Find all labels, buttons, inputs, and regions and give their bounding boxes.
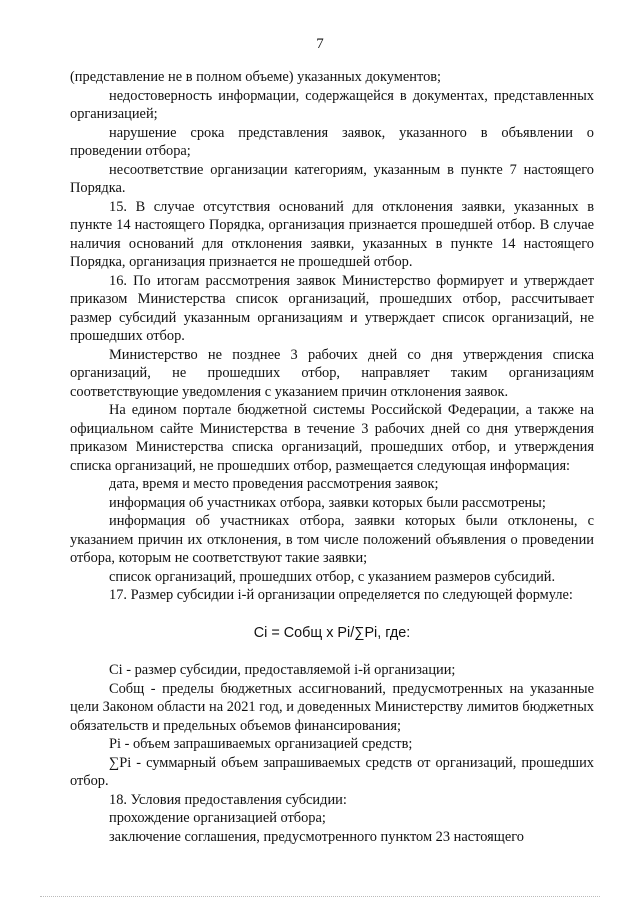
paragraph-unreliable-info: недостоверность информации, содержащейся в документах, представленных организацией; [70,87,594,122]
definition-pi: Pi - объем запрашиваемых организацией средств; [109,736,413,752]
subsidy-formula: Ci = Cобщ x Pi/∑Pi, где: [253,624,411,641]
paragraph-publication: На едином портале бюджетной системы Российской Федерации, а также на официальном сайте Министерства в течение 3 рабочих дней со дня утверждения приказом Министерства списка организаций, прошедших отбор, и утверждения списка организаций, не прошедших отбор, размещается следующая информация: [70,402,594,474]
paragraph-notification: Министерство не позднее 3 рабочих дней со дня утверждения списка организаций, не прошедших отбор, направляет таким организациям соответствующие уведомления с указанием причин отклонения заявок. [70,346,594,400]
list-item-approved-list: список организаций, прошедших отбор, с указанием размеров субсидий. [109,568,556,585]
paragraph-item-16: 16. По итогам рассмотрения заявок Министерство формирует и утверждает приказом Министерства список организаций, прошедших отбор, рассчитывает размер субсидий указанным организациям и утверждает список организаций, не прошедших отбор. [70,272,594,344]
page-bottom-edge [40,896,600,897]
definition-cobsh: Cобщ - пределы бюджетных ассигнований, предусмотренных на указанные цели Законом области на 2021 год, и доведенных Министерству лимитов бюджетных обязательств и предельных объемов финансирования; [70,680,594,734]
list-item-reviewed: информация об участниках отбора, заявки которых были рассмотрены; [109,494,546,511]
list-item-rejected: информация об участниках отбора, заявки которых были отклонены, с указанием причин их отклонения, в том числе положений объявления о проведении отбора, которым не соответствуют такие заявки; [70,513,594,566]
paragraph-continuation: (представление не в полном объеме) указанных документов; [70,69,442,85]
paragraph-category-mismatch: несоответствие организации категориям, указанным в пункте 7 настоящего Порядка. [70,161,594,196]
condition-selection: прохождение организацией отбора; [109,810,326,826]
list-item-date-place: дата, время и место проведения рассмотрения заявок; [109,476,439,492]
paragraph-deadline-violation: нарушение срока представления заявок, указанного в объявлении о проведении отбора; [70,124,594,159]
definition-ci: Ci - размер субсидии, предоставляемой i-й организации; [109,662,456,678]
document-body [70,68,594,846]
paragraph-item-15: 15. В случае отсутствия оснований для отклонения заявки, указанных в пункте 14 настоящего Порядка, организация признается прошедшей отбор. В случае наличия оснований для отклонения заявки, указанных в пункте 14 настоящего Порядка, организация признается не прошедшей отбор. [70,198,594,270]
page-number: 7 [316,36,324,52]
paragraph-item-17: 17. Размер субсидии i-й организации определяется по следующей формуле: [109,587,573,603]
paragraph-item-18: 18. Условия предоставления субсидии: [109,791,347,808]
definition-sum-pi: ∑Pi - суммарный объем запрашиваемых средств от организаций, прошедших отбор. [70,754,594,789]
condition-agreement: заключение соглашения, предусмотренного пунктом 23 настоящего [109,828,524,845]
